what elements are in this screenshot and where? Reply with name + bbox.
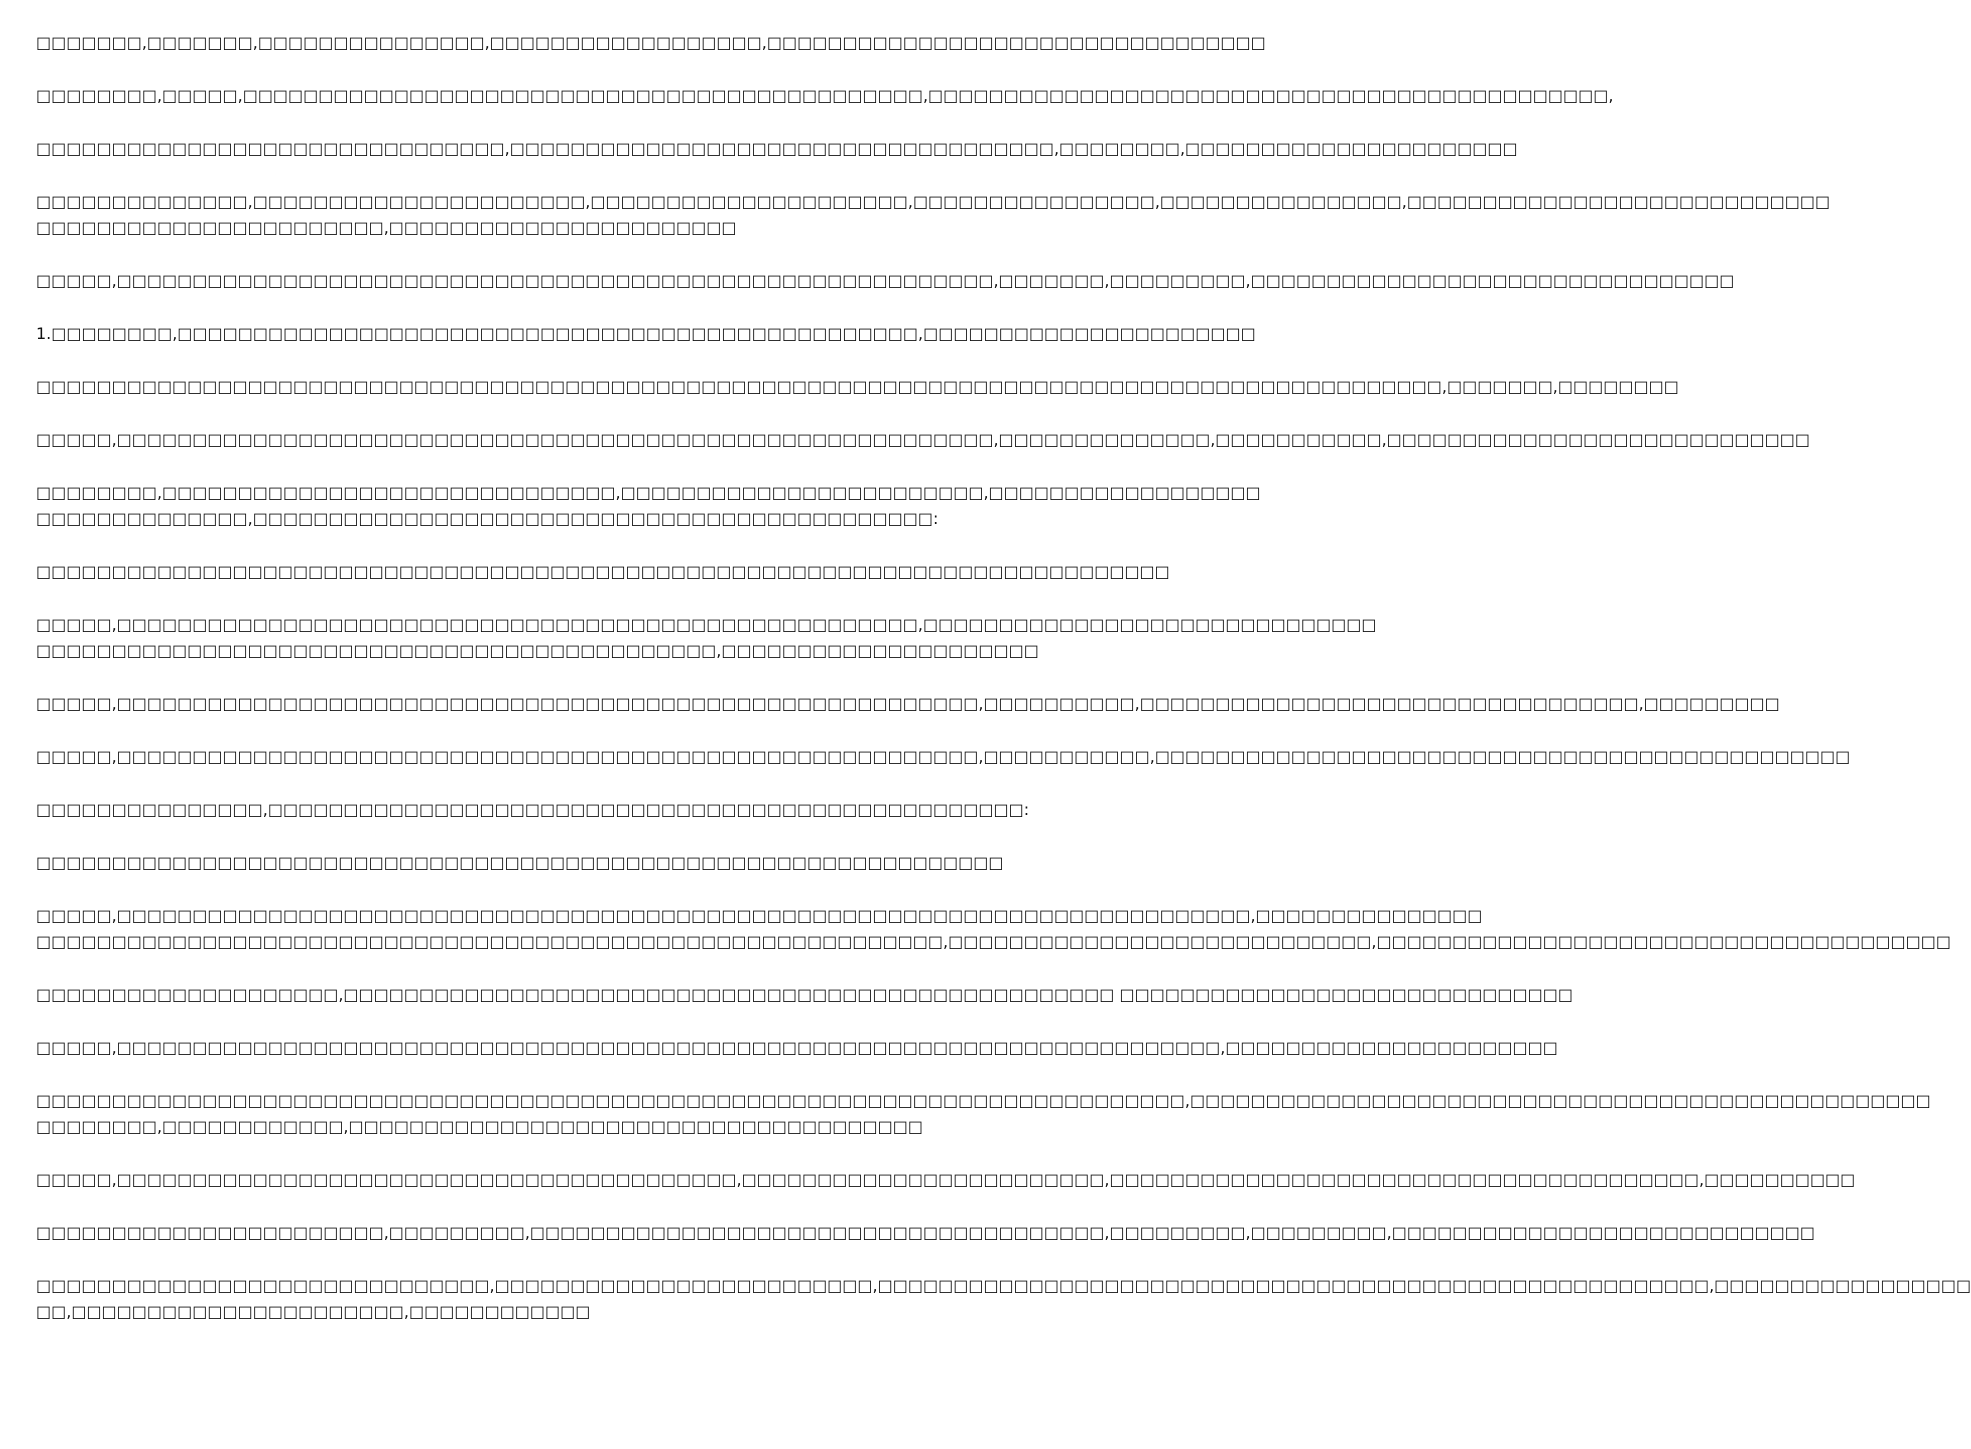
text-line: □□□□□,□□□□□□□□□□□□□□□□□□□□□□□□□□□□□□□□□□□□□□□□□□□□□□□□□□□□□□□□□□□□□□□□□□□□□□□□□,□□□□□□□□□□□□□□□□□□□□□□ [36, 1038, 1558, 1057]
text-line: □□□□□□□□□□□□□□□□□□□□□□□,□□□□□□□□□□□□□□□□□□□□□□□ [36, 218, 737, 237]
paragraph [36, 480, 1261, 532]
paragraph [36, 744, 1851, 770]
paragraph [36, 1167, 1856, 1193]
text-line: □□□□□,□□□□□□□□□□□□□□□□□□□□□□□□□□□□□□□□□□□□□□□□□□□□□□□□□□□□□,□□□□□□□□□□□□□□□□□□□□□□□□□□□□□□ [36, 615, 1377, 634]
paragraph [36, 321, 1256, 347]
document-body [36, 30, 1971, 1352]
paragraph [36, 797, 1030, 823]
text-line: □□□□□□□□□□□□□□□□□□□□,□□□□□□□□□□□□□□□□□□□□□□□□□□□□□□□□□□□□□□□□□□□□□□□□□□□ □□□□□□□□□□□□□□□□□□□□□□□□□□□□□□ [36, 985, 1574, 1004]
paragraph [36, 374, 1679, 400]
paragraph [36, 136, 1518, 162]
text-line: □□□□□□□□□□□□□□□□□□□□□□□,□□□□□□□□□,□□□□□□□□□□□□□□□□□□□□□□□□□□□□□□□□□□□□□□,□□□□□□□□□,□□□□□□□□□,□□□□□□□□□□□□□□□□□□□□□□□□□□□□ [36, 1223, 1816, 1242]
text-line: □□□□□□□□□□□□□□□□□□□□□□□□□□□□□□□□□□□□□□□□□□□□□□□□□□□□□□□□□□□□,□□□□□□□□□□□□□□□□□□□□□□□□□□□□,□□□□□□□□□□□□□□□□□□□□□□□□□□□□□□□□□□□□□□ [36, 932, 1951, 951]
paragraph [36, 982, 1574, 1008]
paragraph [36, 30, 1266, 56]
paragraph [36, 559, 1170, 585]
text-line: □□□□□,□□□□□□□□□□□□□□□□□□□□□□□□□□□□□□□□□□□□□□□□□□□□□□□□□□□□□□□□□□□□□□□□□□□□□□□□□□□,□□□□□□□□□□□□□□□ [36, 906, 1483, 925]
text-line: □□□□□□□□,□□□□□□□□□□□□,□□□□□□□□□□□□□□□□□□□□□□□□□□□□□□□□□□□□□□ [36, 1117, 923, 1136]
text-line: □□□□□□□□□□□□□□□,□□□□□□□□□□□□□□□□□□□□□□□□□□□□□□□□□□□□□□□□□□□□□□□□□□: [36, 800, 1030, 819]
paragraph [36, 612, 1377, 664]
paragraph [36, 1220, 1816, 1246]
paragraph [36, 189, 1831, 241]
text-line: □□□□□□□□□□□□□□,□□□□□□□□□□□□□□□□□□□□□□□□□□□□□□□□□□□□□□□□□□□□□: [36, 509, 939, 528]
text-line: □□□□□□□□,□□□□□,□□□□□□□□□□□□□□□□□□□□□□□□□□□□□□□□□□□□□□□□□□□□□,□□□□□□□□□□□□□□□□□□□□□□□□□□□□□□□□□□□□□□□□□□□□□, [36, 86, 1614, 105]
paragraph [36, 1035, 1558, 1061]
text-line: □□□□□□□□□□□□□□□□□□□□□□□□□□□□□□□□□□□□□□□□□□□□□□□□□□□□□□□□□□□□□□□□□□□□□□□□□□□ [36, 562, 1170, 581]
text-line: □□,□□□□□□□□□□□□□□□□□□□□□□,□□□□□□□□□□□□ [36, 1302, 591, 1321]
text-line: □□□□□,□□□□□□□□□□□□□□□□□□□□□□□□□□□□□□□□□□□□□□□□□□□□□□□□□□□□□□□□□,□□□□□□□□□□,□□□□□□□□□□□□□□□□□□□□□□□□□□□□□□□□□,□□□□□□□□□ [36, 694, 1780, 713]
text-line: □□□□□□□□□□□□□□□□□□□□□□□□□□□□□□□□□□□□□□□□□□□□□□□□□□□□□□□□□□□□□□□□□□□□□□□□□□□□□□□□□□□□□□□□□□□□□,□□□□□□□,□□□□□□□□ [36, 377, 1679, 396]
text-line: □□□□□□□□□□□□□□,□□□□□□□□□□□□□□□□□□□□□□,□□□□□□□□□□□□□□□□□□□□□,□□□□□□□□□□□□□□□□,□□□□□□□□□□□□□□□□,□□□□□□□□□□□□□□□□□□□□□□□□□□□□ [36, 192, 1831, 211]
paragraph [36, 903, 1951, 955]
paragraph [36, 691, 1780, 717]
text-line: □□□□□,□□□□□□□□□□□□□□□□□□□□□□□□□□□□□□□□□□□□□□□□□,□□□□□□□□□□□□□□□□□□□□□□□□,□□□□□□□□□□□□□□□□□□□□□□□□□□□□□□□□□□□□□□□,□□□□□□□□□□ [36, 1170, 1856, 1189]
text-line: □□□□□□□□□□□□□□□□□□□□□□□□□□□□□□□□□□□□□□□□□□□□□□□□□□□□□□□□□□□□□□□□ [36, 853, 1004, 872]
text-line: □□□□□□□,□□□□□□□,□□□□□□□□□□□□□□□,□□□□□□□□□□□□□□□□□□,□□□□□□□□□□□□□□□□□□□□□□□□□□□□□□□□□ [36, 33, 1266, 52]
paragraph [36, 268, 1735, 294]
paragraph [36, 83, 1614, 109]
text-line: □□□□□□□□,□□□□□□□□□□□□□□□□□□□□□□□□□□□□□□,□□□□□□□□□□□□□□□□□□□□□□□□,□□□□□□□□□□□□□□□□□□ [36, 483, 1261, 502]
paragraph [36, 850, 1004, 876]
text-line: 1.□□□□□□□□,□□□□□□□□□□□□□□□□□□□□□□□□□□□□□□□□□□□□□□□□□□□□□□□□□,□□□□□□□□□□□□□□□□□□□□□□ [36, 324, 1256, 343]
text-line: □□□□□,□□□□□□□□□□□□□□□□□□□□□□□□□□□□□□□□□□□□□□□□□□□□□□□□□□□□□□□□□□,□□□□□□□,□□□□□□□□□,□□□□□□□□□□□□□□□□□□□□□□□□□□□□□□□□ [36, 271, 1735, 290]
paragraph [36, 1088, 1931, 1140]
text-line: □□□□□□□□□□□□□□□□□□□□□□□□□□□□□□□□□□□□□□□□□□□□□,□□□□□□□□□□□□□□□□□□□□□ [36, 641, 1039, 660]
text-line: □□□□□□□□□□□□□□□□□□□□□□□□□□□□□□,□□□□□□□□□□□□□□□□□□□□□□□□□,□□□□□□□□□□□□□□□□□□□□□□□□□□□□□□□□□□□□□□□□□□□□□□□□□□□□□□□,□□□□□□□□□□□□□□□□□ [36, 1276, 1971, 1295]
text-line: □□□□□□□□□□□□□□□□□□□□□□□□□□□□□□□,□□□□□□□□□□□□□□□□□□□□□□□□□□□□□□□□□□□□,□□□□□□□□,□□□□□□□□□□□□□□□□□□□□□□ [36, 139, 1518, 158]
text-line: □□□□□,□□□□□□□□□□□□□□□□□□□□□□□□□□□□□□□□□□□□□□□□□□□□□□□□□□□□□□□□□□,□□□□□□□□□□□□□□,□□□□□□□□□□□,□□□□□□□□□□□□□□□□□□□□□□□□□□□□ [36, 430, 1810, 449]
paragraph [36, 427, 1810, 453]
text-line: □□□□□,□□□□□□□□□□□□□□□□□□□□□□□□□□□□□□□□□□□□□□□□□□□□□□□□□□□□□□□□□,□□□□□□□□□□□,□□□□□□□□□□□□□□□□□□□□□□□□□□□□□□□□□□□□□□□□□□□□□□ [36, 747, 1851, 766]
paragraph [36, 1273, 1971, 1325]
text-line: □□□□□□□□□□□□□□□□□□□□□□□□□□□□□□□□□□□□□□□□□□□□□□□□□□□□□□□□□□□□□□□□□□□□□□□□□□□□,□□□□□□□□□□□□□□□□□□□□□□□□□□□□□□□□□□□□□□□□□□□□□□□□□ [36, 1091, 1931, 1110]
